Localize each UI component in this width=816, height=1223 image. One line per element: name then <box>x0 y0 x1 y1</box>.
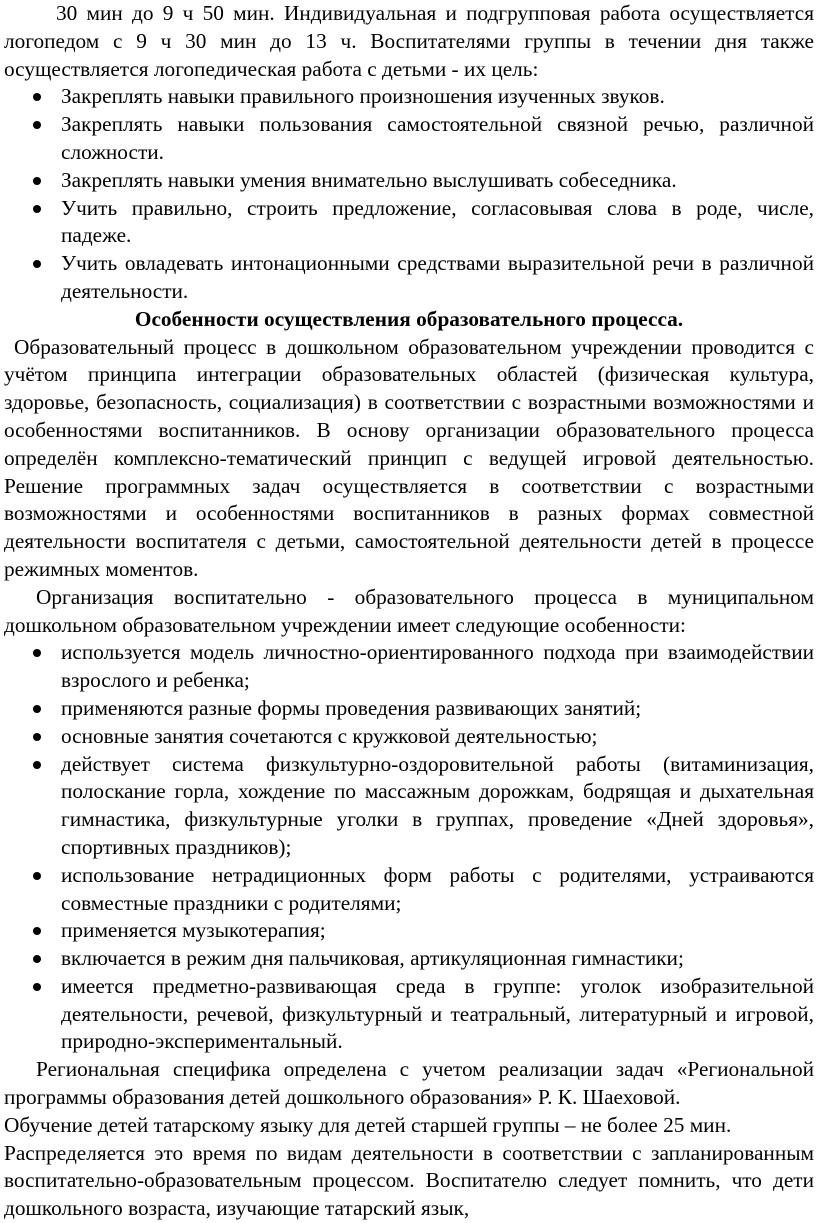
list-item <box>4 111 814 167</box>
section-heading: Особенности осуществления образовательного процесса. <box>134 306 684 331</box>
list-item-text: действует система физкультурно-оздоровительной работы (витаминизация, полоскание горла, хождение по массажным дорожкам, бодрящая и дыхательная гимнастика, физкультурные уголки в группах, проведение «Дней здоровья», спортивных праздников); <box>61 751 814 859</box>
process-paragraph: Образовательный процесс в дошкольном образовательном учреждении проводится с учётом принципа интеграции образовательных областей (физическая культура, здоровье, безопасность, социализация) в соответствии с возрастными возможностями и особенностями воспитанников. В основу организации образовательного процесса определён комплексно-тематический принцип с ведущей игровой деятельностью. Решение программных задач осуществляется в соответствии с возрастными возможностями и особенностями воспитанников в разных формах совместной деятельности воспитателя с детьми, самостоятельной деятельности детей в процессе режимных моментов. <box>4 334 814 581</box>
list-item-text: основные занятия сочетаются с кружковой деятельностью; <box>61 723 598 748</box>
organization-paragraph: Организация воспитательно - образовательного процесса в муниципальном дошкольном образовательном учреждении имеет следующие особенности: <box>4 584 814 637</box>
tatar-lesson-paragraph: Обучение детей татарскому языку для детей старшей группы – не более 25 мин. <box>4 1112 732 1137</box>
list-item <box>4 945 814 973</box>
list-item-text: включается в режим дня пальчиковая, артикуляционная гимнастики; <box>61 946 684 971</box>
tatar-distribution-paragraph: Распределяется это время по видам деятельности в соответствии с запланированным воспитательно-образовательным процессом. Воспитателю следует помнить, что дети дошкольного возраста, изучающие татарский язык, <box>4 1140 814 1221</box>
list-item <box>4 751 814 862</box>
intro-paragraph: 30 мин до 9 ч 50 мин. Индивидуальная и подгрупповая работа осуществляется логопедом с 9 ч 30 мин до 13 ч. Воспитателями группы в течении дня также осуществляется логопедическая работа с детьми - их цель: <box>4 1 814 81</box>
document-page <box>4 0 814 1223</box>
list-item <box>4 862 814 918</box>
list-item <box>4 695 814 723</box>
list-item-text: применяется музыкотерапия; <box>61 918 326 943</box>
list-item-text: Закреплять навыки правильного произношения изученных звуков. <box>61 84 665 109</box>
list-item <box>4 250 814 306</box>
list-item-text: Учить правильно, строить предложение, согласовывая слова в роде, числе, падеже. <box>61 195 814 248</box>
list-item-text: использование нетрадиционных форм работы с родителями, устраиваются совместные праздники с родителями; <box>61 862 814 915</box>
features-list <box>4 639 814 1056</box>
regional-paragraph: Региональная специфика определена с учетом реализации задач «Региональной программы образования детей дошкольного образования» Р. К. Шаеховой. <box>4 1057 814 1110</box>
list-item-text: имеется предметно-развивающая среда в группе: уголок изобразительной деятельности, речевой, физкультурный и театральный, литературный и игровой, природно-экспериментальный. <box>61 973 814 1054</box>
list-item-text: Учить овладевать интонационными средствами выразительной речи в различной деятельности. <box>61 251 814 303</box>
speech-goals-list <box>4 83 814 305</box>
list-item-text: Закреплять навыки умения внимательно выслушивать собеседника. <box>61 167 677 192</box>
list-item <box>4 723 814 751</box>
list-item-text: Закреплять навыки пользования самостоятельной связной речью, различной сложности. <box>61 112 814 164</box>
list-item <box>4 973 814 1056</box>
list-item <box>4 83 814 111</box>
list-item-text: используется модель личностно-ориентированного подхода при взаимодействии взрослого и ребенка; <box>61 640 814 693</box>
list-item <box>4 167 814 195</box>
list-item-text: применяются разные формы проведения развивающих занятий; <box>61 695 642 720</box>
list-item <box>4 639 814 695</box>
list-item <box>4 917 814 945</box>
list-item <box>4 195 814 251</box>
